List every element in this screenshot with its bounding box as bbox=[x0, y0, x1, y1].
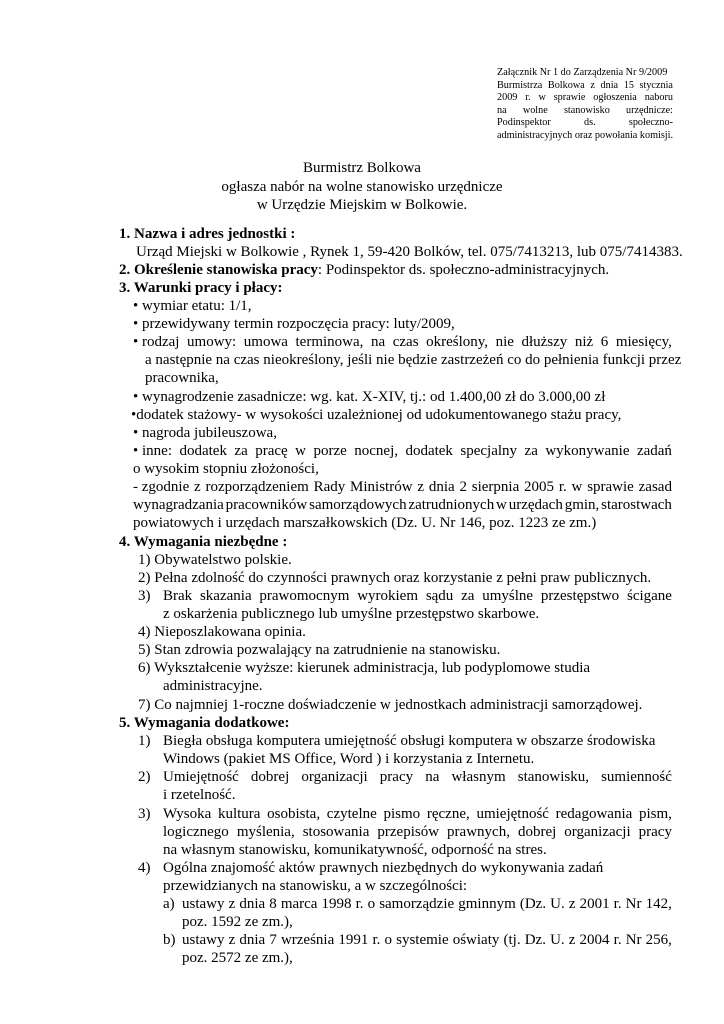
list-item: 2) Pełna zdolność do czynności prawnych oraz korzystanie z pełni praw publicznych. bbox=[138, 570, 652, 586]
word: gminnym bbox=[458, 896, 516, 912]
word: dobrej bbox=[517, 824, 557, 840]
word: Umiejętność bbox=[163, 769, 239, 785]
word: 2001 bbox=[579, 896, 610, 912]
sub-list-letter: b) bbox=[163, 932, 176, 948]
list-item: • wymiar etatu: 1/1, bbox=[133, 298, 252, 314]
announcement-heading bbox=[0, 159, 724, 215]
attachment-line bbox=[497, 117, 673, 130]
section-5-title: 5. Wymagania dodatkowe: bbox=[119, 715, 290, 731]
regulation-text bbox=[133, 478, 672, 496]
list-item: 6) Wykształcenie wyższe: kierunek administracja, lub podyplomowe studia bbox=[138, 660, 591, 676]
word: • rodzaj bbox=[133, 334, 180, 350]
word: r. bbox=[525, 92, 531, 104]
word: o bbox=[384, 932, 392, 948]
word: powołania bbox=[594, 129, 638, 141]
word: r. bbox=[613, 932, 622, 948]
word: ręczne, bbox=[426, 806, 470, 822]
list-item: • wynagrodzenie zasadnicze: wg. kat. X-XIV, tj.: od 1.400,00 zł do 3.000,00 zł bbox=[133, 389, 606, 405]
attachment-note bbox=[497, 67, 673, 143]
word: z bbox=[194, 479, 201, 495]
word: r. bbox=[613, 896, 622, 912]
word: za bbox=[234, 443, 248, 459]
word: organizacji bbox=[564, 824, 631, 840]
word: Bolkowa bbox=[547, 79, 585, 91]
word: dnia bbox=[239, 896, 266, 912]
word: z bbox=[568, 896, 576, 912]
word: dnia bbox=[428, 479, 455, 495]
word: marca bbox=[280, 896, 318, 912]
word: zadań bbox=[636, 443, 672, 459]
word: sprawie bbox=[587, 479, 634, 495]
list-number: 3) bbox=[138, 806, 151, 822]
word: rozporządzeniem bbox=[205, 479, 309, 495]
list-item: 1) Obywatelstwo polskie. bbox=[138, 552, 292, 568]
word: stosowania bbox=[302, 824, 370, 840]
word: Ministrów bbox=[350, 479, 413, 495]
list-item-continued bbox=[163, 823, 672, 841]
heading-line-2: ogłasza nabór na wolne stanowisko urzędnicze bbox=[221, 178, 503, 195]
word: za bbox=[524, 443, 538, 459]
word: • inne: bbox=[133, 443, 172, 459]
word: w bbox=[571, 479, 583, 495]
section-2-text: : Podinspektor ds. społeczno-administracyjnych. bbox=[317, 262, 610, 278]
word: dobrej bbox=[250, 769, 290, 785]
word: komisji. bbox=[639, 129, 673, 141]
word: porze bbox=[313, 443, 347, 459]
word: 7 bbox=[269, 932, 277, 948]
word: przestępstwo bbox=[540, 588, 620, 604]
word: pracy bbox=[638, 824, 672, 840]
list-item: • nagroda jubileuszowa, bbox=[133, 425, 277, 441]
word: z bbox=[228, 932, 236, 948]
section-2-line bbox=[119, 261, 609, 279]
word: nie bbox=[495, 334, 514, 350]
word: logicznego bbox=[163, 824, 229, 840]
word: 2005 bbox=[524, 479, 555, 495]
list-item-continued: na własnym stanowisku, komunikatywność, odporność na stres. bbox=[163, 842, 547, 858]
word: sierpnia bbox=[471, 479, 520, 495]
list-item bbox=[133, 442, 672, 460]
word: umyślne bbox=[482, 588, 534, 604]
section-4-title: 4. Wymagania niezbędne : bbox=[119, 534, 288, 550]
word: dodatek bbox=[405, 443, 453, 459]
word: umowy: bbox=[187, 334, 237, 350]
word: 2 bbox=[459, 479, 467, 495]
word: czytelne bbox=[326, 806, 377, 822]
word: zasad bbox=[638, 479, 672, 495]
word: administracyjnych bbox=[497, 129, 573, 141]
list-number: 1) bbox=[138, 733, 151, 749]
word: oświaty bbox=[452, 932, 500, 948]
word: wynagradzania bbox=[133, 497, 224, 513]
word: Podinspektor bbox=[497, 117, 551, 129]
attachment-line bbox=[497, 130, 673, 143]
word: 2004 bbox=[579, 932, 610, 948]
word: ustawy bbox=[182, 896, 225, 912]
sub-list-item-continued: poz. 1592 ze zm.), bbox=[182, 914, 293, 930]
word: oraz bbox=[574, 129, 593, 141]
word: pismo bbox=[383, 806, 421, 822]
word: Dz. bbox=[524, 932, 546, 948]
list-item bbox=[133, 333, 672, 351]
word: pracowników bbox=[225, 497, 308, 513]
word: czas bbox=[392, 334, 419, 350]
word: Nr bbox=[625, 896, 642, 912]
word: Nr bbox=[625, 932, 642, 948]
word: redagowania bbox=[555, 806, 633, 822]
list-item: 7) Co najmniej 1-roczne doświadczenie w jednostkach administracji samorządowej. bbox=[138, 697, 643, 713]
word: niż bbox=[574, 334, 594, 350]
word: U. bbox=[550, 932, 565, 948]
word: samorządzie bbox=[379, 896, 455, 912]
word: na bbox=[497, 104, 507, 116]
word: osobista, bbox=[267, 806, 321, 822]
word: - zgodnie bbox=[133, 479, 190, 495]
word: stanowisko bbox=[563, 104, 610, 116]
word: sumienność bbox=[601, 769, 672, 785]
list-item: Biegła obsługa komputera umiejętność obsługi komputera w obszarze środowiska bbox=[163, 733, 656, 749]
list-item: • przewidywany termin rozpoczęcia pracy: luty/2009, bbox=[133, 316, 455, 332]
word: urzędnicze: bbox=[626, 104, 673, 116]
word: umowa bbox=[243, 334, 288, 350]
word: stanowisku, bbox=[517, 769, 589, 785]
heading-line-3: w Urzędzie Miejskim w Bolkowie. bbox=[256, 197, 468, 213]
word: w bbox=[496, 497, 507, 513]
word: miesięcy, bbox=[615, 334, 672, 350]
list-item-continued: z oskarżenia publicznego lub umyślne przestępstwo skarbowe. bbox=[163, 606, 540, 622]
word: Burmistrza bbox=[497, 79, 543, 91]
word: prawnych, bbox=[447, 824, 510, 840]
word: nocnej, bbox=[354, 443, 398, 459]
word: określony, bbox=[426, 334, 489, 350]
list-item: 5) Stan zdrowia pozwalający na zatrudnienie na stanowisku. bbox=[138, 642, 501, 658]
word: z bbox=[228, 896, 236, 912]
word: organizacji bbox=[301, 769, 368, 785]
list-number: 2) bbox=[138, 769, 151, 785]
word: 15 bbox=[623, 79, 634, 91]
word: systemie bbox=[396, 932, 449, 948]
list-item-continued: przewidzianych na stanowisku, a w szczególności: bbox=[163, 878, 468, 894]
section-1-text: Urząd Miejski w Bolkowie , Rynek 1, 59-420 Bolków, tel. 075/7413213, lub 075/7414383. bbox=[136, 244, 683, 260]
word: z bbox=[590, 79, 595, 91]
word: września bbox=[280, 932, 335, 948]
word: myślenia, bbox=[236, 824, 295, 840]
word: pracy bbox=[379, 769, 414, 785]
word: dnia bbox=[239, 932, 266, 948]
word: wyrokiem bbox=[357, 588, 419, 604]
attachment-line bbox=[497, 105, 673, 118]
word: pracę bbox=[255, 443, 288, 459]
list-item: Ogólna znajomość aktów prawnych niezbędnych do wykonywania zadań bbox=[163, 860, 604, 876]
word: wolne bbox=[522, 104, 548, 116]
word: U. bbox=[550, 896, 565, 912]
list-item-continued: Windows (pakiet MS Office, Word ) i korzystania z Internetu. bbox=[163, 751, 535, 767]
word: na bbox=[370, 334, 386, 350]
attachment-line: Załącznik Nr 1 do Zarządzenia Nr 9/2009 bbox=[497, 67, 668, 78]
list-item-continued: pracownika, bbox=[145, 370, 219, 386]
section-3-title: 3. Warunki pracy i płacy: bbox=[119, 280, 283, 296]
list-number: 4) bbox=[138, 860, 151, 876]
word: 8 bbox=[269, 896, 277, 912]
list-item: 4) Nieposzlakowana opinia. bbox=[138, 624, 306, 640]
regulation-text bbox=[133, 496, 672, 514]
word: sądu bbox=[425, 588, 454, 604]
word: 1991 bbox=[338, 932, 369, 948]
word: stycznia bbox=[639, 79, 673, 91]
list-item-continued: a następnie na czas nieokreślony, jeśli nie będzie zastrzeżeń co do pełnienia funkcji przez bbox=[145, 352, 682, 368]
sub-list-letter: a) bbox=[163, 896, 175, 912]
list-item-continued: o wysokim stopniu złożoności, bbox=[133, 461, 319, 477]
word: r. bbox=[355, 896, 364, 912]
word: pism, bbox=[638, 806, 672, 822]
word: naboru bbox=[644, 92, 673, 104]
word: zatrudnionych bbox=[408, 497, 495, 513]
word: 256, bbox=[645, 932, 672, 948]
word: (tj. bbox=[503, 932, 521, 948]
word: specjalny bbox=[460, 443, 518, 459]
word: Rady bbox=[313, 479, 346, 495]
word: 6 bbox=[600, 334, 609, 350]
word: dłuższy bbox=[521, 334, 568, 350]
attachment-line bbox=[497, 80, 673, 93]
section-1-title: 1. Nazwa i adres jednostki : bbox=[119, 226, 296, 242]
word: za bbox=[461, 588, 475, 604]
sub-list-item bbox=[182, 895, 672, 913]
word: dnia bbox=[600, 79, 619, 91]
word: z bbox=[568, 932, 576, 948]
list-item: •dodatek stażowy- w wysokości uzależnionej od udokumentowanego stażu pracy, bbox=[131, 407, 622, 423]
word: terminowa, bbox=[295, 334, 364, 350]
word: na bbox=[425, 769, 440, 785]
word: skazania bbox=[199, 588, 252, 604]
list-item bbox=[163, 805, 672, 823]
word: własnym bbox=[451, 769, 506, 785]
word: samorządowych bbox=[309, 497, 407, 513]
word: r. bbox=[558, 479, 567, 495]
word: sprawie bbox=[553, 92, 586, 104]
list-item-continued: administracyjne. bbox=[163, 678, 263, 694]
word: gmin, bbox=[564, 497, 600, 513]
word: urzędach bbox=[508, 497, 563, 513]
word: Brak bbox=[163, 588, 193, 604]
heading-line-1: Burmistrz Bolkowa bbox=[303, 160, 421, 176]
word: 142, bbox=[645, 896, 672, 912]
list-item-continued: i rzetelność. bbox=[163, 787, 236, 803]
section-2-title: 2. Określenie stanowiska pracy bbox=[119, 262, 318, 278]
word: starostwach bbox=[601, 497, 672, 513]
word: społeczno- bbox=[628, 117, 673, 129]
word: w bbox=[538, 92, 546, 104]
sub-list-item bbox=[182, 931, 672, 949]
sub-list-item-continued: poz. 2572 ze zm.), bbox=[182, 950, 293, 966]
word: z bbox=[417, 479, 425, 495]
list-number: 3) bbox=[138, 588, 151, 604]
word: ds. bbox=[584, 117, 596, 129]
list-item bbox=[163, 587, 672, 605]
word: prawomocnym bbox=[259, 588, 350, 604]
word: 1998 bbox=[321, 896, 352, 912]
list-item bbox=[163, 768, 672, 786]
word: ustawy bbox=[182, 932, 225, 948]
word: r. bbox=[372, 932, 381, 948]
attachment-line bbox=[497, 92, 673, 105]
word: (Dz. bbox=[519, 896, 547, 912]
regulation-text: powiatowych i urzędach marszałkowskich (Dz. U. Nr 146, poz. 1223 ze zm.) bbox=[133, 515, 597, 531]
word: wykonywanie bbox=[545, 443, 630, 459]
word: dodatek bbox=[179, 443, 227, 459]
word: Wysoka bbox=[163, 806, 212, 822]
word: ogłoszenia bbox=[593, 92, 637, 104]
word: o bbox=[367, 896, 376, 912]
word: 2009 bbox=[497, 92, 518, 104]
word: kultura bbox=[217, 806, 261, 822]
word: przepisów bbox=[377, 824, 440, 840]
word: ścigane bbox=[626, 588, 672, 604]
word: w bbox=[295, 443, 306, 459]
word: umiejętność bbox=[476, 806, 549, 822]
